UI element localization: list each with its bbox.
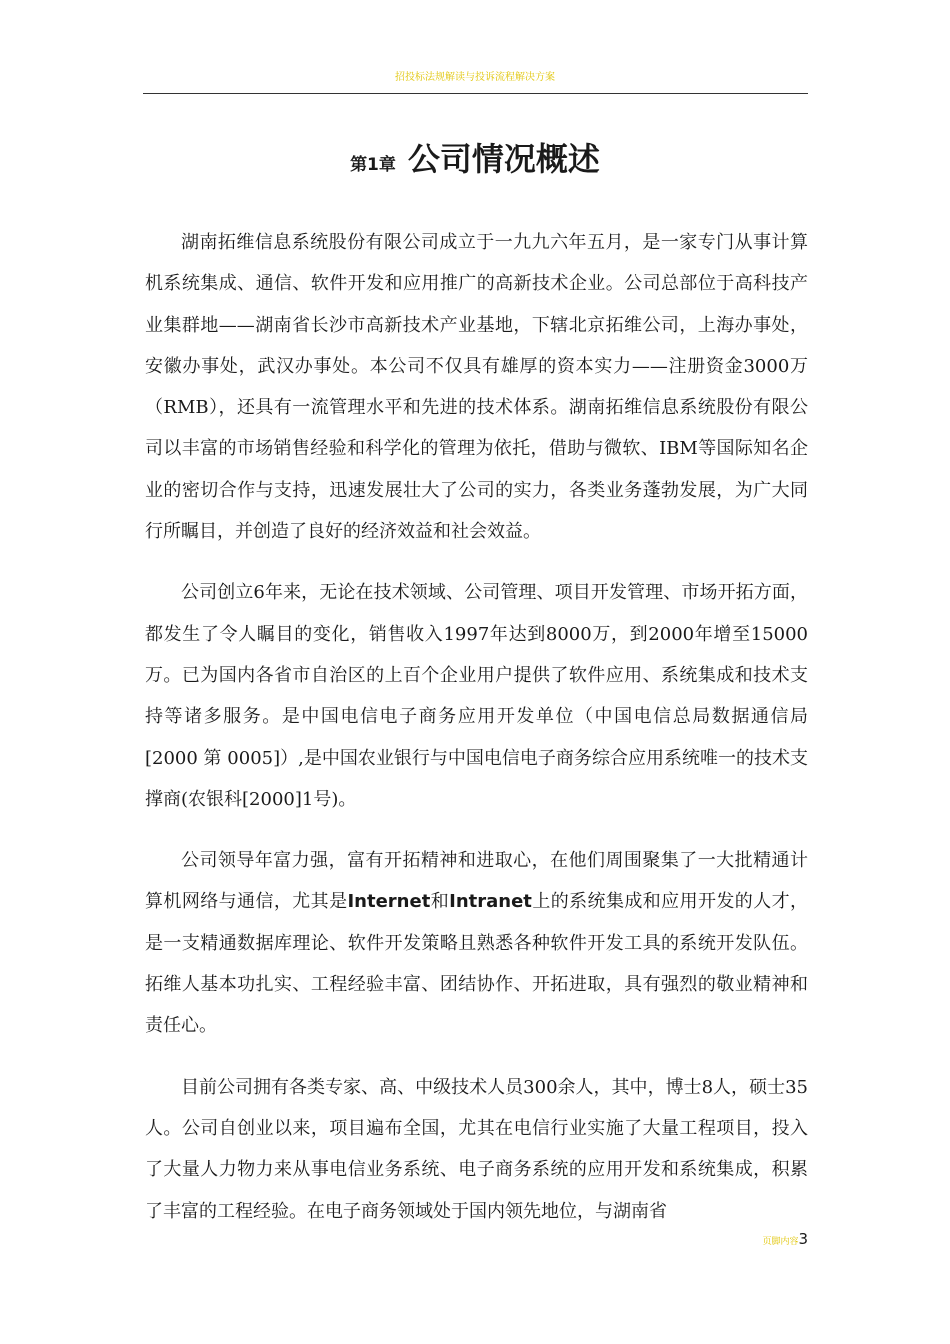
chapter-heading — [0, 134, 950, 180]
term-internet: Internet — [347, 891, 431, 913]
footer-label: 页脚内容 — [762, 1237, 799, 1247]
term-intranet: Intranet — [449, 891, 532, 913]
page-number: 3 — [798, 1230, 808, 1248]
paragraph: 公司创立6年来，无论在技术领域、公司管理、项目开发管理、市场开拓方面，都发生了令人瞩目的变化，销售收入1997年达到8000万，到2000年增至15000万。已为国内各省市自治区的上百个企业用户提供了软件应用、系统集成和技术支持等诸多服务。是中国电信电子商务应用开发单位（中国电信总局数据通信局[2000 第 0005]）,是中国农业银行与中国电信电子商务综合应用系统唯一的技术支撑商(农银科[2000]1号)。 — [145, 582, 808, 810]
chapter-title: 公司情况概述 — [407, 140, 600, 178]
page-header-title: 招投标法规解读与投诉流程解决方案 — [395, 72, 555, 83]
paragraph: 湖南拓维信息系统股份有限公司成立于一九九六年五月，是一家专门从事计算机系统集成、通信、软件开发和应用推广的高新技术企业。公司总部位于高科技产业集群地——湖南省长沙市高新技术产业基地，下辖北京拓维公司，上海办事处，安徽办事处，武汉办事处。本公司不仅具有雄厚的资本实力——注册资金3000万（RMB），还具有一流管理水平和先进的技术体系。湖南拓维信息系统股份有限公司以丰富的市场销售经验和科学化的管理为依托，借助与微软、IBM等国际知名企业的密切合作与支持，迅速发展壮大了公司的实力，各类业务蓬勃发展，为广大同行所瞩目，并创造了良好的经济效益和社会效益。 — [145, 232, 808, 543]
paragraph — [145, 840, 808, 1046]
paragraph-text: 公司领导年富力强，富有开拓精神和进取心，在他们周围聚集了一大批精通计算机网络与通信，尤其是 — [145, 850, 808, 913]
page-footer — [762, 1229, 808, 1248]
paragraph-text: 和 — [430, 891, 450, 913]
chapter-number: 第1章 — [350, 155, 396, 175]
paragraph: 目前公司拥有各类专家、高、中级技术人员300余人，其中，博士8人，硕士35人。公司自创业以来，项目遍布全国，尤其在电信行业实施了大量工程项目，投入了大量人力物力来从事电信业务系统、电子商务系统的应用开发和系统集成，积累了丰富的工程经验。在电子商务领域处于国内领先地位，与湖南省 — [145, 1076, 808, 1222]
header-divider — [143, 93, 808, 94]
paragraph-text: 上的系统集成和应用开发的人才，是一支精通数据库理论、软件开发策略且熟悉各种软件开发工具的系统开发队伍。拓维人基本功扎实、工程经验丰富、团结协作、开拓进取，具有强烈的敬业精神和责任心。 — [145, 891, 809, 1037]
body-text — [145, 222, 808, 1252]
